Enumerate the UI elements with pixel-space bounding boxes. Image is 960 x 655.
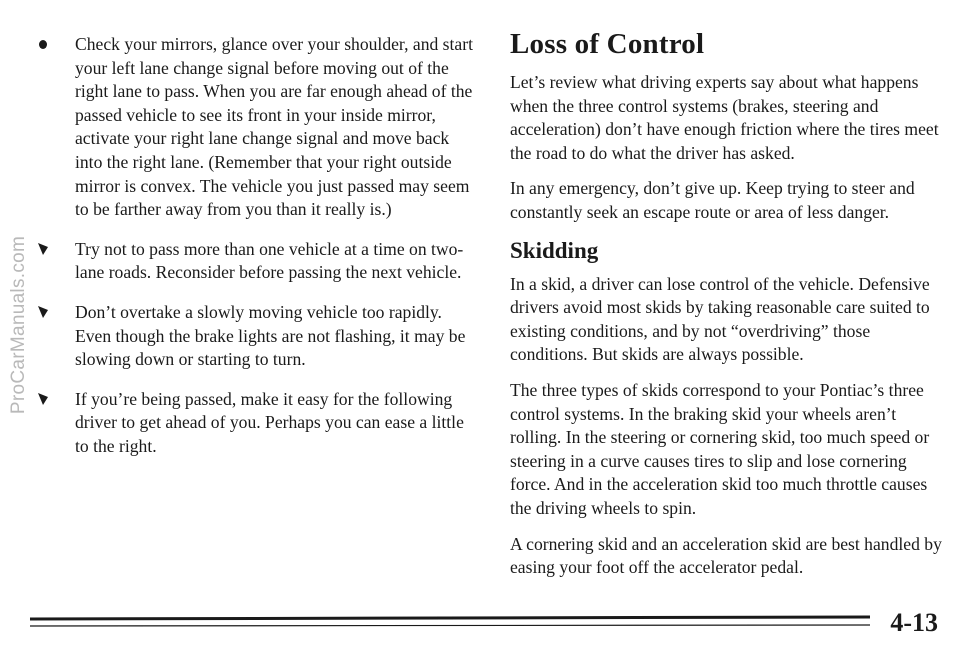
bullet-item bbox=[37, 33, 477, 222]
right-column bbox=[510, 28, 942, 592]
paragraph: In any emergency, don’t give up. Keep trying to steer and constantly seek an escape route or area of less danger. bbox=[510, 178, 915, 222]
page-number: 4-13 bbox=[890, 608, 938, 637]
watermark bbox=[2, 90, 36, 560]
watermark-text: ProCarManuals.com bbox=[8, 235, 29, 415]
bullet-text: Check your mirrors, glance over your shoulder, and start your left lane change signal before moving out of the right lane to pass. When you are far enough ahead of the passed vehicle to see its front in your inside mirror, activate your right lane change signal and move back into the right lane. (Remember that your right outside mirror is convex. The vehicle you just passed may seem to be farther away from you than it really is.) bbox=[75, 34, 473, 220]
paragraph: Let’s review what driving experts say about what happens when the three control systems (brakes, steering and acceleration) don’t have enough friction where the tires meet the road to do what the driver has asked. bbox=[510, 72, 939, 163]
bullet-item bbox=[37, 301, 477, 372]
footer-rule-thick bbox=[30, 617, 870, 619]
bullet-text: Try not to pass more than one vehicle at a time on two-lane roads. Reconsider before passing the next vehicle. bbox=[75, 238, 464, 283]
section-heading: Loss of Control bbox=[510, 28, 705, 60]
arrow-bullet-icon bbox=[37, 243, 49, 255]
bullet-text: If you’re being passed, make it easy for the following driver to get ahead of you. Perhaps you can ease a little to the right. bbox=[75, 388, 464, 456]
footer-rule-thin bbox=[30, 625, 870, 626]
dot-icon bbox=[37, 38, 49, 50]
arrow-bullet-icon bbox=[37, 306, 49, 318]
left-column bbox=[37, 33, 477, 475]
bullet-text: Don’t overtake a slowly moving vehicle too rapidly. Even though the brake lights are not flashing, it may be slowing down or starting to turn. bbox=[75, 301, 466, 370]
bullet-item bbox=[37, 388, 477, 459]
paragraph: A cornering skid and an acceleration skid are best handled by easing your foot off the accelerator pedal. bbox=[510, 533, 942, 578]
subsection-heading: Skidding bbox=[510, 237, 599, 263]
paragraph: In a skid, a driver can lose control of the vehicle. Defensive drivers avoid most skids by taking reasonable care suited to existing conditions, and by not “overdriving” those conditions. But skids are always possible. bbox=[510, 273, 930, 365]
paragraph: The three types of skids correspond to your Pontiac’s three control systems. In the braking skid your wheels aren’t rolling. In the steering or cornering skid, too much speed or steering in a curve causes tires to slip and lose cornering force. And in the acceleration skid too much throttle causes the driving wheels to spin. bbox=[510, 379, 930, 518]
bullet-item bbox=[37, 238, 477, 285]
arrow-bullet-icon bbox=[37, 393, 49, 405]
